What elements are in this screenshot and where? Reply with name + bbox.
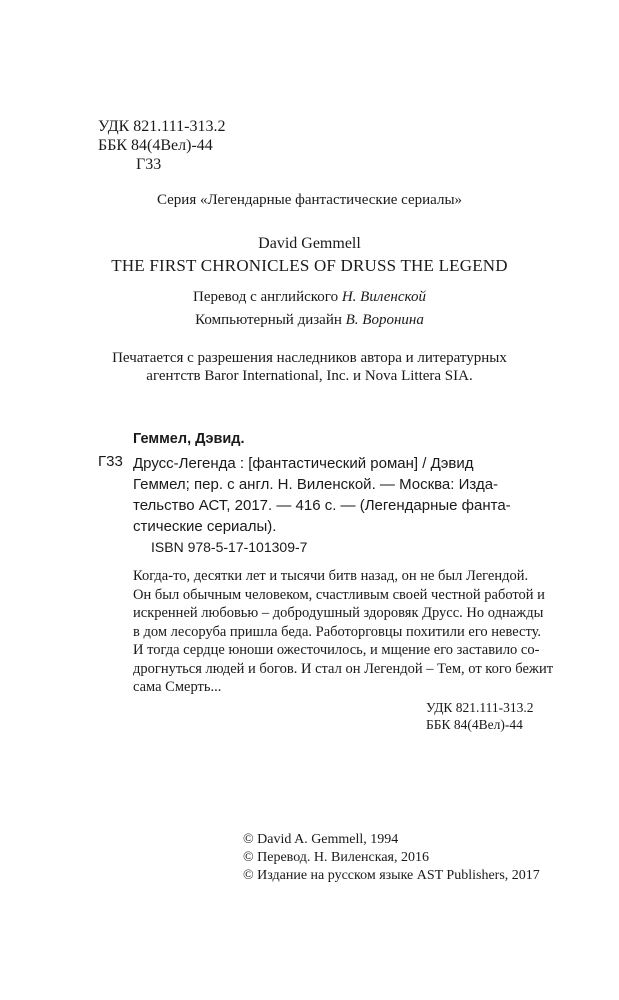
bib-line: стические сериалы). [133,518,277,535]
bib-line: тельство АСТ, 2017. — 416 с. — (Легендарные фанта- [133,497,511,514]
original-author: David Gemmell [258,235,361,252]
permission-line: агентств Baror International, Inc. и Nova Littera SIA. [146,368,473,384]
annotation-line: Когда-то, десятки лет и тысячи битв назад, он не был Легендой. [133,568,529,584]
permission-line: Печатается с разрешения наследников автора и литературных [112,350,507,366]
classification-block [426,699,534,733]
designer-name: В. Воронина [345,312,424,328]
bib-line: Геммел; пер. с англ. Н. Виленской. — Москва: Изда- [133,476,499,493]
annotation-line: искренней любовью – добродушный здоровяк Друсс. Но однажды [133,605,544,621]
translation-label: Перевод с английского [193,289,339,305]
copyright-line: © Издание на русском языке AST Publishers, 2017 [243,868,540,883]
bib-author-heading: Геммел, Дэвид. [133,431,245,447]
design-label: Компьютерный дизайн [195,312,342,328]
copyright-block [243,831,540,885]
bib-code: Г33 [98,453,123,470]
annotation-line: дрогнуться людей и богов. И стал он Легендой – Тем, от кого бежит [133,660,554,677]
bbk-code-bottom: ББК 84(4Вел)-44 [426,717,523,732]
original-title: THE FIRST CHRONICLES OF DRUSS THE LEGEND [111,256,508,275]
permission-notice [0,349,619,385]
udk-code-bottom: УДК 821.111-313.2 [426,700,534,715]
annotation-line: Он был обычным человеком, счастливым своей честной работой и [133,586,545,603]
translator-credit [0,289,619,306]
annotation-line: сама Смерть... [133,679,222,695]
udk-bbk-block [98,117,225,174]
udk-code: УДК 821.111-313.2 [98,118,226,135]
series-line: Серия «Легендарные фантастические сериалы» [156,192,463,208]
bbk-code: ББК 84(4Вел)-44 [98,137,213,154]
bib-description [133,453,527,537]
author-mark: Г33 [136,156,162,173]
annotation [133,567,554,697]
designer-credit [0,312,619,329]
bib-line: Друсс-Легенда : [фантастический роман] / Дэвид [133,455,474,472]
annotation-line: в дом лесоруба пришла беда. Работорговцы похитили его невесту. [133,623,542,640]
translator-name: Н. Виленской [341,289,426,305]
annotation-line: И тогда сердце юноши ожесточилось, и мщение его заставило со- [133,642,540,658]
copyright-line: © David A. Gemmell, 1994 [243,832,399,847]
copyright-line: © Перевод. Н. Виленская, 2016 [243,850,429,865]
isbn: ISBN 978-5-17-101309-7 [151,539,308,555]
